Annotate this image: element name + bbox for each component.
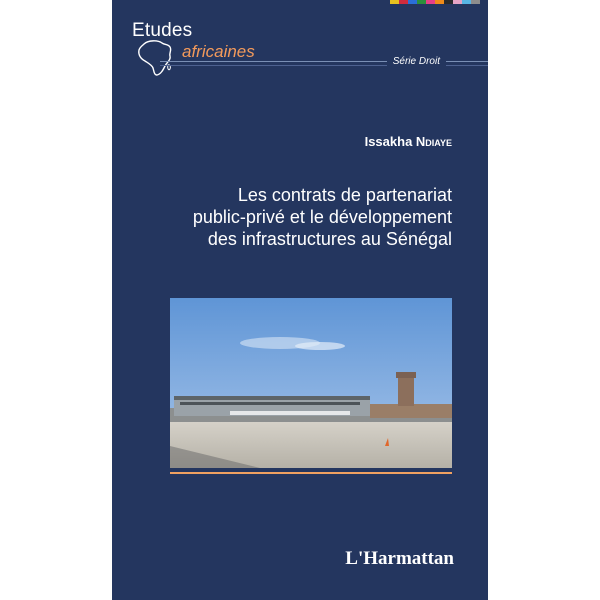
author-first-name: Issakha <box>364 134 413 149</box>
author-name <box>365 134 452 149</box>
color-swatch <box>399 0 408 4</box>
color-swatch <box>444 0 453 4</box>
color-swatch <box>426 0 435 4</box>
book-title <box>152 184 452 250</box>
author-last-name: Ndiaye <box>415 134 452 149</box>
book-cover <box>112 0 488 600</box>
color-swatch <box>408 0 417 4</box>
color-swatch <box>417 0 426 4</box>
color-swatch <box>453 0 462 4</box>
series-name: Etudes <box>132 20 193 41</box>
color-swatch <box>471 0 480 4</box>
color-swatch-strip <box>390 0 480 4</box>
africa-outline-icon <box>134 38 178 78</box>
publisher-logo: L'Harmattan <box>345 548 454 569</box>
series-label: Série Droit <box>387 56 446 67</box>
title-line: public-privé et le développement <box>192 207 452 227</box>
series-subname: africaines <box>182 42 255 61</box>
airport-photo <box>170 298 452 468</box>
color-swatch <box>435 0 444 4</box>
title-line: des infrastructures au Sénégal <box>207 229 452 249</box>
color-swatch <box>462 0 471 4</box>
color-swatch <box>390 0 399 4</box>
title-line: Les contrats de partenariat <box>237 185 452 205</box>
photo-underline <box>170 472 452 474</box>
